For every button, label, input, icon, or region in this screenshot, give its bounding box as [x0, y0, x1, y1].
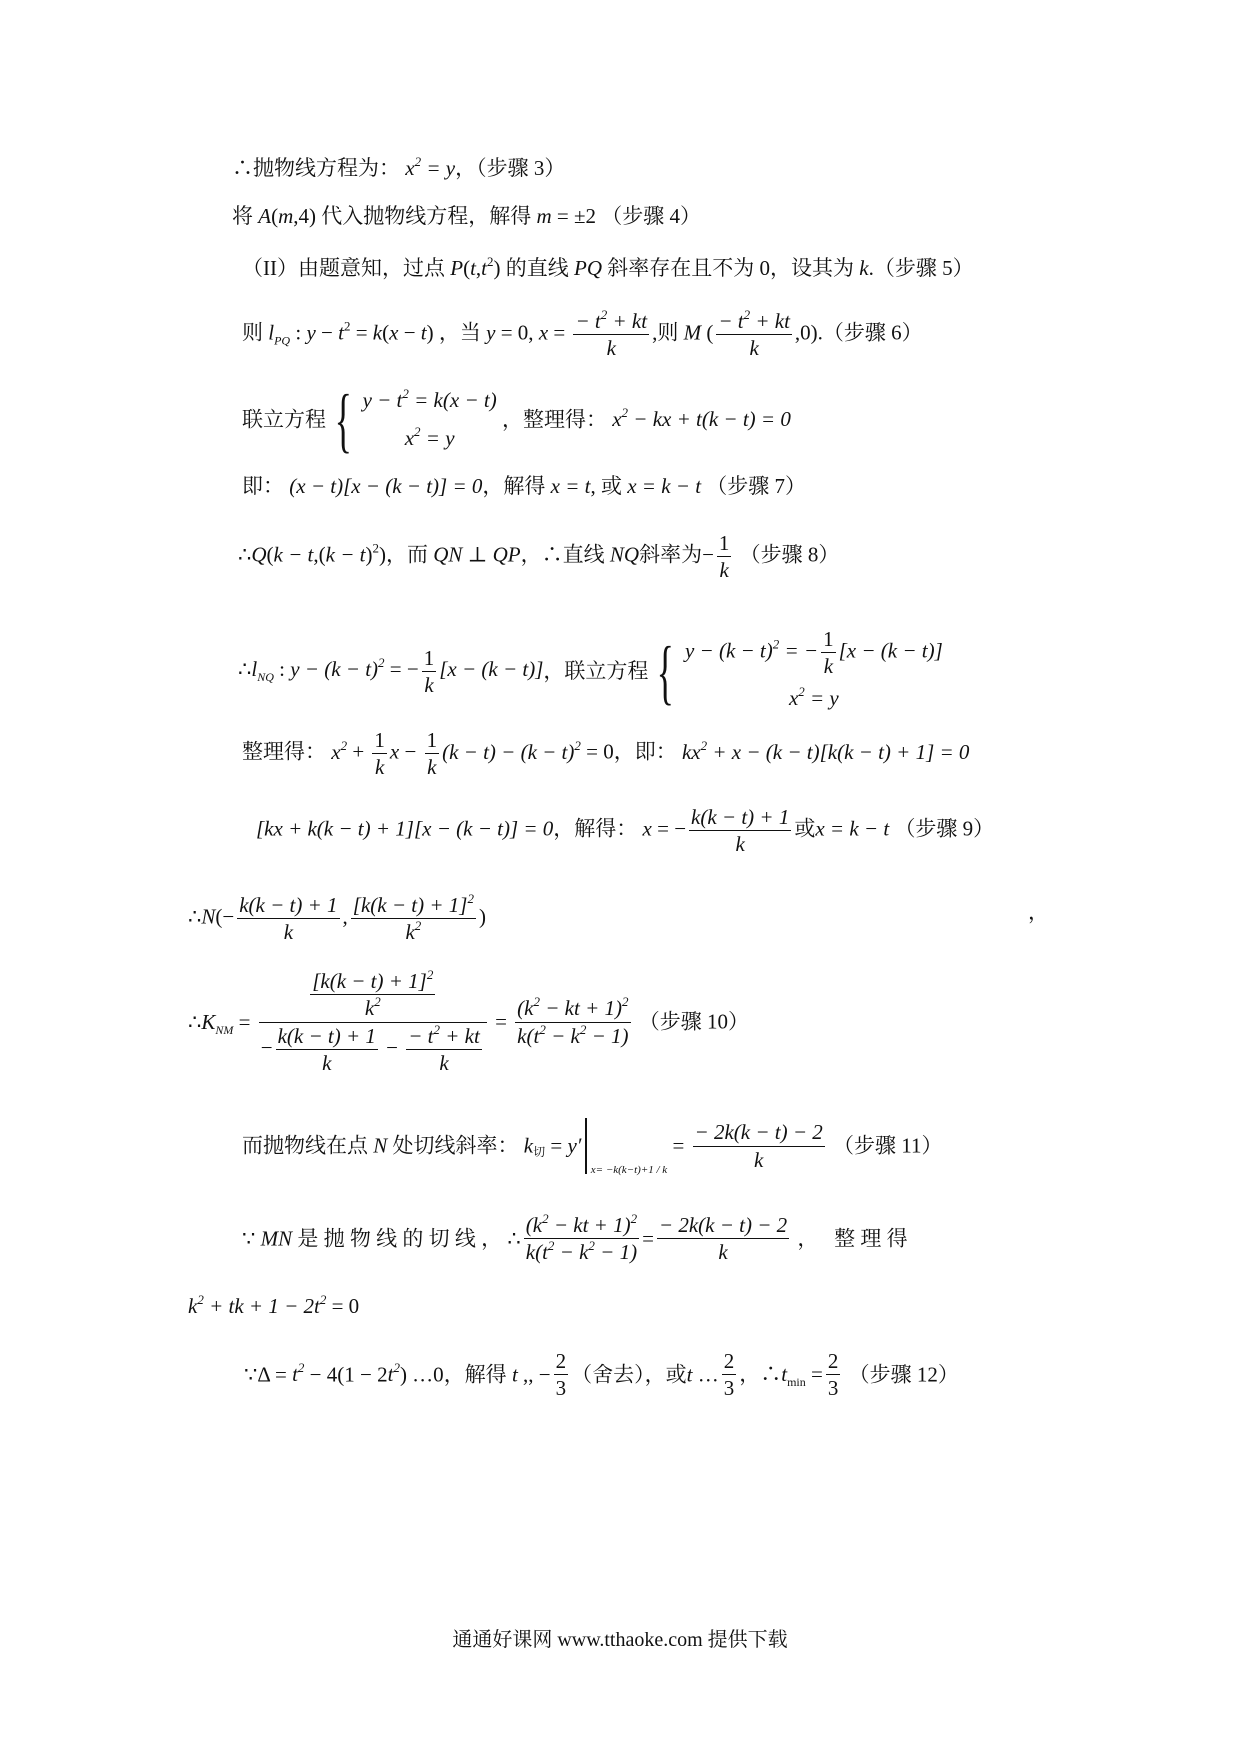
line-lpq: 则 $l_{PQ}$ : $y - t^2 = k(x - t)$ ，当 y = 0, x = $\frac{- t^2 + kt}{k}$ ,则 M ( $\frac{- t^2 + kt}{k}$ ,0).（步骤 6） [242, 307, 923, 361]
evaluation-bar [585, 1118, 586, 1174]
line-mn-tangent: ∵ MN 是 抛 物 线 的 切 线 ， ∴ $\frac{(k^2 - kt + 1)^2}{k(t^2 - k^2 - 1)}$ = $\frac{- 2k(k - t) - 2}{k}$ ， 整 理 得 [242, 1211, 908, 1265]
line-parabola-equation: ∴抛物线方程为： $x^2 = y$，（步骤 3） [232, 154, 566, 180]
line-factor-2: [kx + k(k − t) + 1][x − (k − t)] = 0，解得： x = − $\frac{k(k - t) + 1}{k}$ 或x = k − t （步骤 9） [256, 805, 995, 857]
line-part-two: （II）由题意知，过点 $P(t,t^2)$ 的直线 PQ 斜率存在且不为 0，设其为 k.（步骤 5） [242, 254, 974, 280]
line-q-point: ∴Q(k − $t,(k - t)^2$)，而 QN ⊥ QP，∴直线 NQ斜率为− $\frac{1}{k}$ （步骤 8） [238, 531, 840, 583]
line-n-point: ∴N(− $\frac{k(k - t) + 1}{k}$ , $\frac{[k(k - t) + 1]^2}{k^2}$ ) [188, 891, 486, 945]
footer-download-note: 通通好课网 www.tthaoke.com 提供下载 [452, 1629, 788, 1651]
line-lnq-system: $\therefore l_{NQ}$ : $y - (k - t)^2$ = − $\frac{1}{k}$ [x − (k − t)]，联立方程 { $y - (k - t)^2$ = − $\frac{1}{k}$ [x − (k − t)] $x^2 = y$ [238, 627, 943, 712]
line-simplify: 整理得： $x^2$ + $\frac{1}{k}$ x − $\frac{1}{k}$ $(k - t) - (k - t)^2 = 0$，即： $kx^2 + x - (k - t)[k(k - t) + 1] = 0$ [242, 728, 970, 780]
line-n-comma: ， [1028, 900, 1049, 924]
big-fraction: $\frac{[k(k - t) + 1]^2}{k^2}$ − $\frac{k(k - t) + 1}{k}$ − $\frac{- t^2 + kt}{k}$ [259, 968, 487, 1076]
line-discriminant: ∵Δ = $t^2 - 4(1 - 2t^2)$ …0，解得 t ,, − $\frac{2}{3}$ （舍去），或t … $\frac{2}{3}$ ，$\therefore t_{min}$ = $\frac{2}{3}$ （步骤 12） [244, 1349, 959, 1401]
brace: { [334, 379, 352, 460]
math-A: A [258, 204, 272, 228]
line-factor-1: 即： (x − t)[x − (k − t)] = 0，解得 x = t, 或 x = k − t （步骤 7） [242, 474, 807, 498]
line-tangent-slope: 而抛物线在点 N 处切线斜率： $k_切 = y'_{x= -k(k-t)+1 / k}$ = $\frac{- 2k(k - t) - 2}{k}$ （步骤 11） [242, 1118, 943, 1176]
line-result-equation: $k^2$ + tk + $1 - 2t^2 = 0$ [188, 1292, 360, 1318]
fraction: $\frac{- t^2 + kt}{k}$ [575, 307, 648, 361]
line-system-1: 联立方程 { $y - t^2 = k(x - t)$ $x^2 = y$ ，整理得： $x^2$ − kx + t(k − t) = 0 [242, 379, 791, 460]
math-x2-eq-y: $x^2 = y$ [405, 154, 456, 180]
line-substitute-a: 将 A(m,4) 代入抛物线方程，解得 m = ±2 （步骤 4） [232, 204, 702, 228]
line-k-nm: $\therefore K_{NM}$ = $\frac{[k(k - t) + 1]^2}{k^2}$ − $\frac{k(k - t) + 1}{k}$ − $\frac{- t^2 + kt}{k}$ = $\frac{(k^2 - kt + 1)^2}{k(t^2 - k^2 - 1)}$ （步骤 10） [188, 967, 749, 1075]
